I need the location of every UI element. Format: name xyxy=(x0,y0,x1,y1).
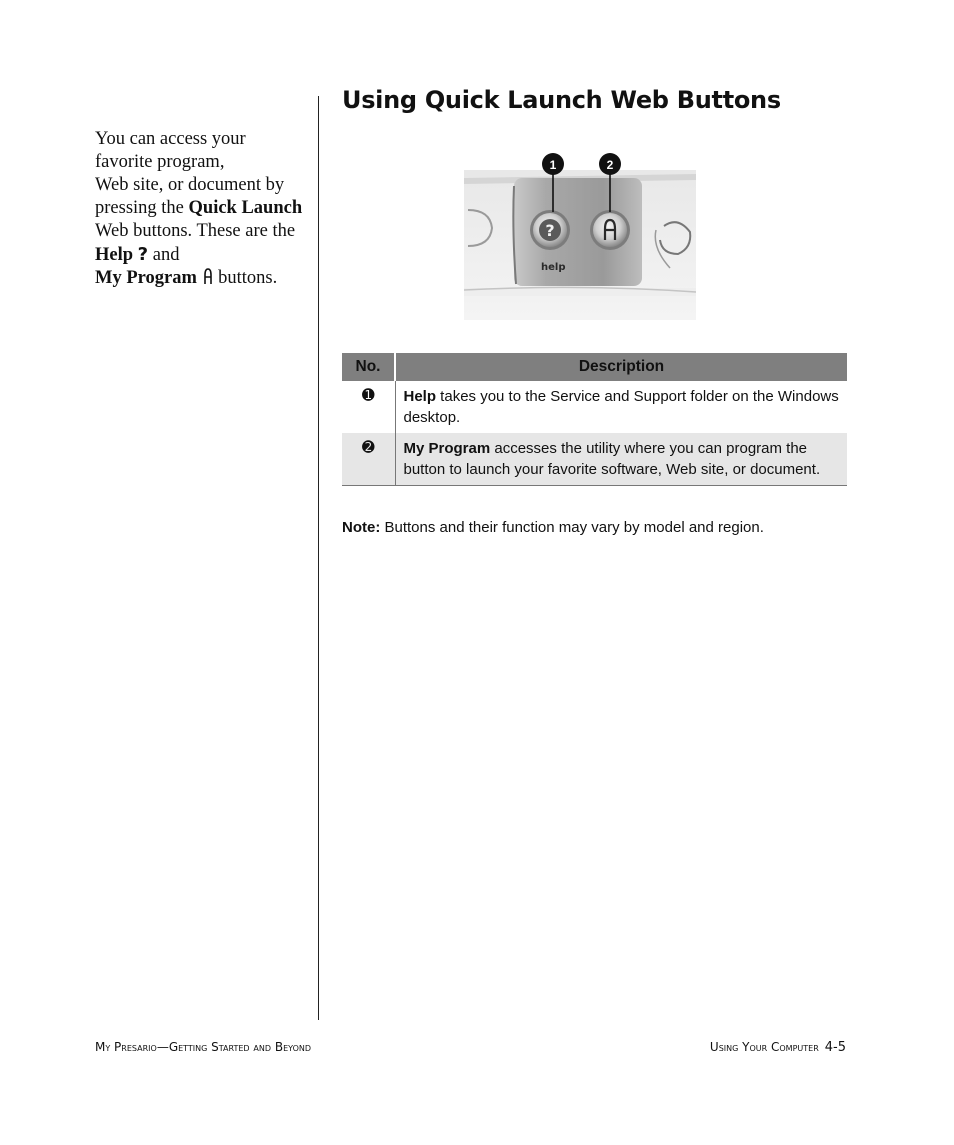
sidebar-web-buttons: Web buttons. These are the xyxy=(95,221,296,241)
sidebar-line2: Web site, or document by pressing the xyxy=(95,175,285,218)
sidebar-description xyxy=(95,128,305,290)
footer-chapter-title: Using Your Computer xyxy=(709,1040,819,1054)
sidebar-line1: You can access your favorite program, xyxy=(95,129,246,172)
note xyxy=(342,519,764,536)
quick-launch-term: Quick Launch xyxy=(188,198,303,218)
table-header-row xyxy=(342,353,847,381)
row-number: ➊ xyxy=(342,381,395,433)
row-text: accesses the utility where you can program the button to launch your favorite software, Web site, or document. xyxy=(403,440,821,478)
callout-2: 2 xyxy=(606,158,614,172)
row-number: ➋ xyxy=(342,433,395,486)
page-number: 4-5 xyxy=(824,1040,846,1055)
table-row xyxy=(342,381,847,433)
row-term: Help xyxy=(403,388,437,405)
button-description-table xyxy=(342,353,847,486)
note-text: Buttons and their function may vary by model and region. xyxy=(380,519,764,536)
row-text: takes you to the Service and Support folder on the Windows desktop. xyxy=(403,388,839,426)
note-label: Note: xyxy=(342,519,381,536)
row-description xyxy=(395,381,847,433)
footer-book-title: My Presario—Getting Started and Beyond xyxy=(95,1040,312,1054)
page-title: Using Quick Launch Web Buttons xyxy=(342,86,781,114)
row-description xyxy=(395,433,847,486)
my-program-term: My Program xyxy=(95,268,197,288)
footer-chapter xyxy=(710,1040,846,1055)
sidebar-buttons: buttons. xyxy=(218,268,278,288)
help-button-glyph: ? xyxy=(545,221,555,240)
table-row xyxy=(342,433,847,486)
help-icon: ? xyxy=(137,244,149,265)
header-description: Description xyxy=(395,353,847,381)
my-program-icon xyxy=(202,268,214,288)
callout-1: 1 xyxy=(549,158,557,172)
quick-launch-buttons-photo xyxy=(464,150,696,322)
column-divider xyxy=(318,96,319,1020)
help-label: help xyxy=(541,262,566,273)
help-term: Help xyxy=(95,245,134,265)
sidebar-and: and xyxy=(152,245,180,265)
row-term: My Program xyxy=(403,440,491,457)
header-no: No. xyxy=(342,353,395,381)
